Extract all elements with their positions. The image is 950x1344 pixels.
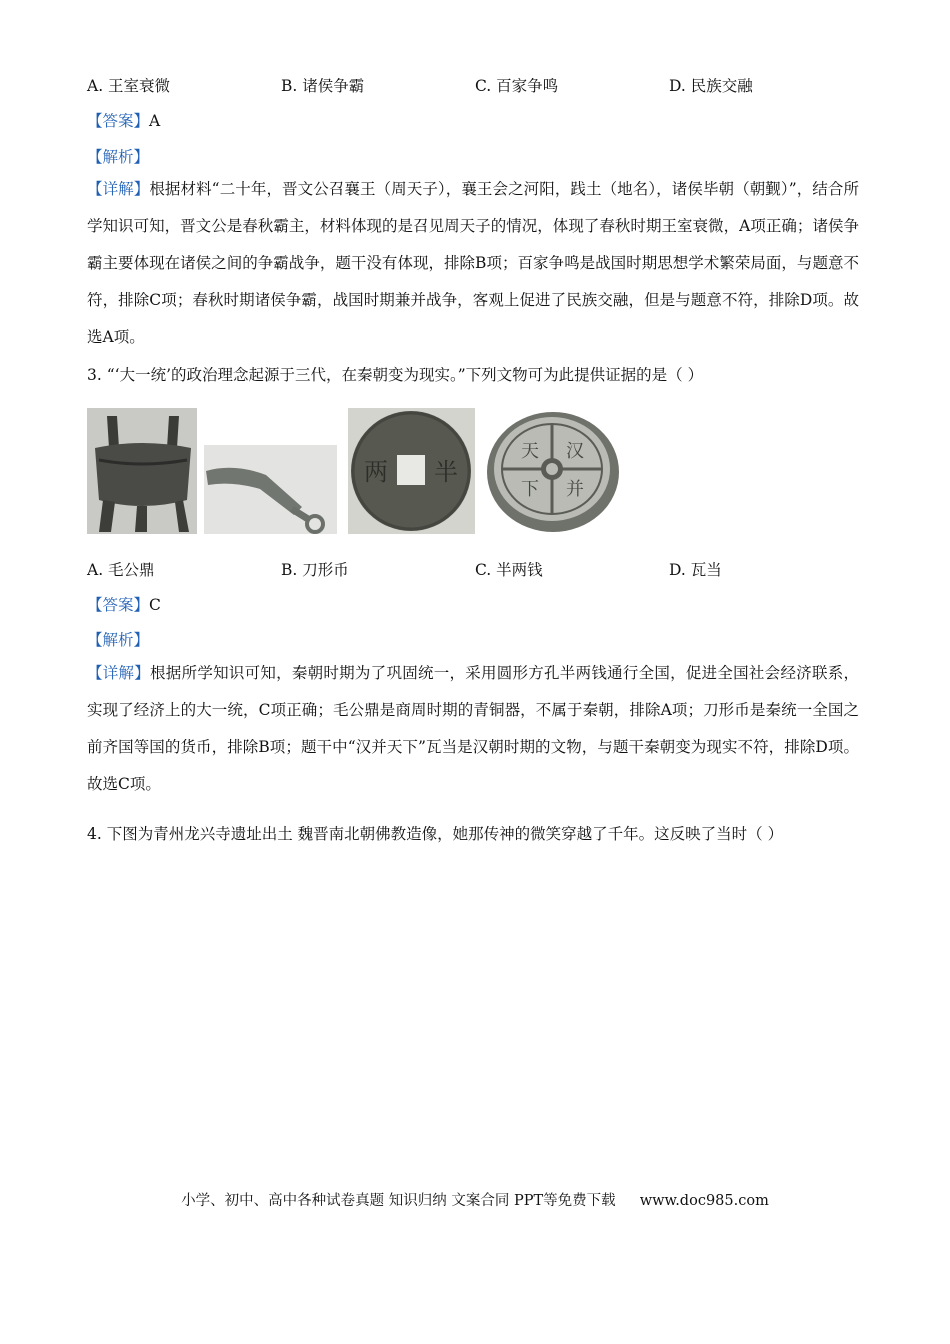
q4-question: 4. 下图为青州龙兴寺遗址出土 魏晋南北朝佛教造像，她那传神的微笑穿越了千年。这反映了当时（ ） xyxy=(87,825,784,843)
tile-character-bing: 并 xyxy=(566,479,584,500)
q3-detail-tag: 【详解】 xyxy=(87,664,151,682)
q2-analysis-tag: 【解析】 xyxy=(87,148,150,166)
q2-options xyxy=(87,74,887,98)
q2-detail-paragraph xyxy=(87,171,859,356)
q3-answer-tag: 【答案】 xyxy=(87,596,150,614)
q2-option-b: B. 诸侯争霸 xyxy=(281,77,365,95)
q2-answer-tag: 【答案】 xyxy=(87,112,150,130)
footer-url[interactable]: www.doc985.com xyxy=(639,1193,769,1209)
wadang-tile-image xyxy=(485,408,623,538)
q3-question: 3. “‘大一统’的政治理念起源于三代，在秦朝变为现实。”下列文物可为此提供证据的是（ ） xyxy=(87,366,704,384)
q3-analysis-tag: 【解析】 xyxy=(87,631,150,649)
banliang-coin-image xyxy=(348,408,475,534)
q3-answer-line xyxy=(87,593,161,617)
q3-option-c: C. 半两钱 xyxy=(475,561,543,579)
page-footer xyxy=(0,1189,950,1213)
q3-answer-value: C xyxy=(149,596,161,614)
q3-option-d: D. 瓦当 xyxy=(669,561,722,579)
q2-detail-text: 根据材料“二十年，晋文公召襄王（周天子），襄王会之河阳，践土（地名），诸侯毕朝（朝觐）”，结合所学知识可知，晋文公是春秋霸主，材料体现的是召见周天子的情况，体现了春秋时期王室衰微，A项正确；诸侯争霸主要体现在诸侯之间的争霸战争，题干没有体现，排除B项；百家争鸣是战国时期思想学术繁荣局面，与题意不符，排除C项；春秋时期诸侯争霸，战国时期兼并战争，客观上促进了民族交融，但是与题意不符，排除D项。故选A项。 xyxy=(87,180,859,346)
q2-option-d: D. 民族交融 xyxy=(669,77,753,95)
q2-answer-line xyxy=(87,109,160,133)
q2-option-a: A. 王室衰微 xyxy=(87,77,171,95)
knife-money-image xyxy=(204,445,337,534)
tile-character-tian: 天 xyxy=(521,441,539,462)
q2-option-c: C. 百家争鸣 xyxy=(475,77,559,95)
coin-character-liang: 两 xyxy=(364,458,388,486)
tile-character-han: 汉 xyxy=(566,441,584,462)
footer-text: 小学、初中、高中各种试卷真题 知识归纳 文案合同 PPT等免费下载 xyxy=(181,1193,616,1209)
q2-detail-tag: 【详解】 xyxy=(87,180,150,198)
q3-option-a: A. 毛公鼎 xyxy=(87,561,155,579)
coin-character-ban: 半 xyxy=(434,458,458,486)
q3-options xyxy=(87,558,887,582)
q3-detail-paragraph xyxy=(87,655,859,803)
q3-option-b: B. 刀形币 xyxy=(281,561,349,579)
q3-detail-text: 根据所学知识可知，秦朝时期为了巩固统一，采用圆形方孔半两钱通行全国，促进全国社会经济联系，实现了经济上的大一统，C项正确；毛公鼎是商周时期的青铜器，不属于秦朝，排除A项；刀形币是秦统一全国之前齐国等国的货币，排除B项；题干中“汉并天下”瓦当是汉朝时期的文物，与题干秦朝变为现实不符，排除D项。故选C项。 xyxy=(87,664,859,793)
maogong-ding-image xyxy=(87,408,197,534)
q2-answer-value: A xyxy=(149,112,161,130)
tile-character-xia: 下 xyxy=(521,479,539,500)
